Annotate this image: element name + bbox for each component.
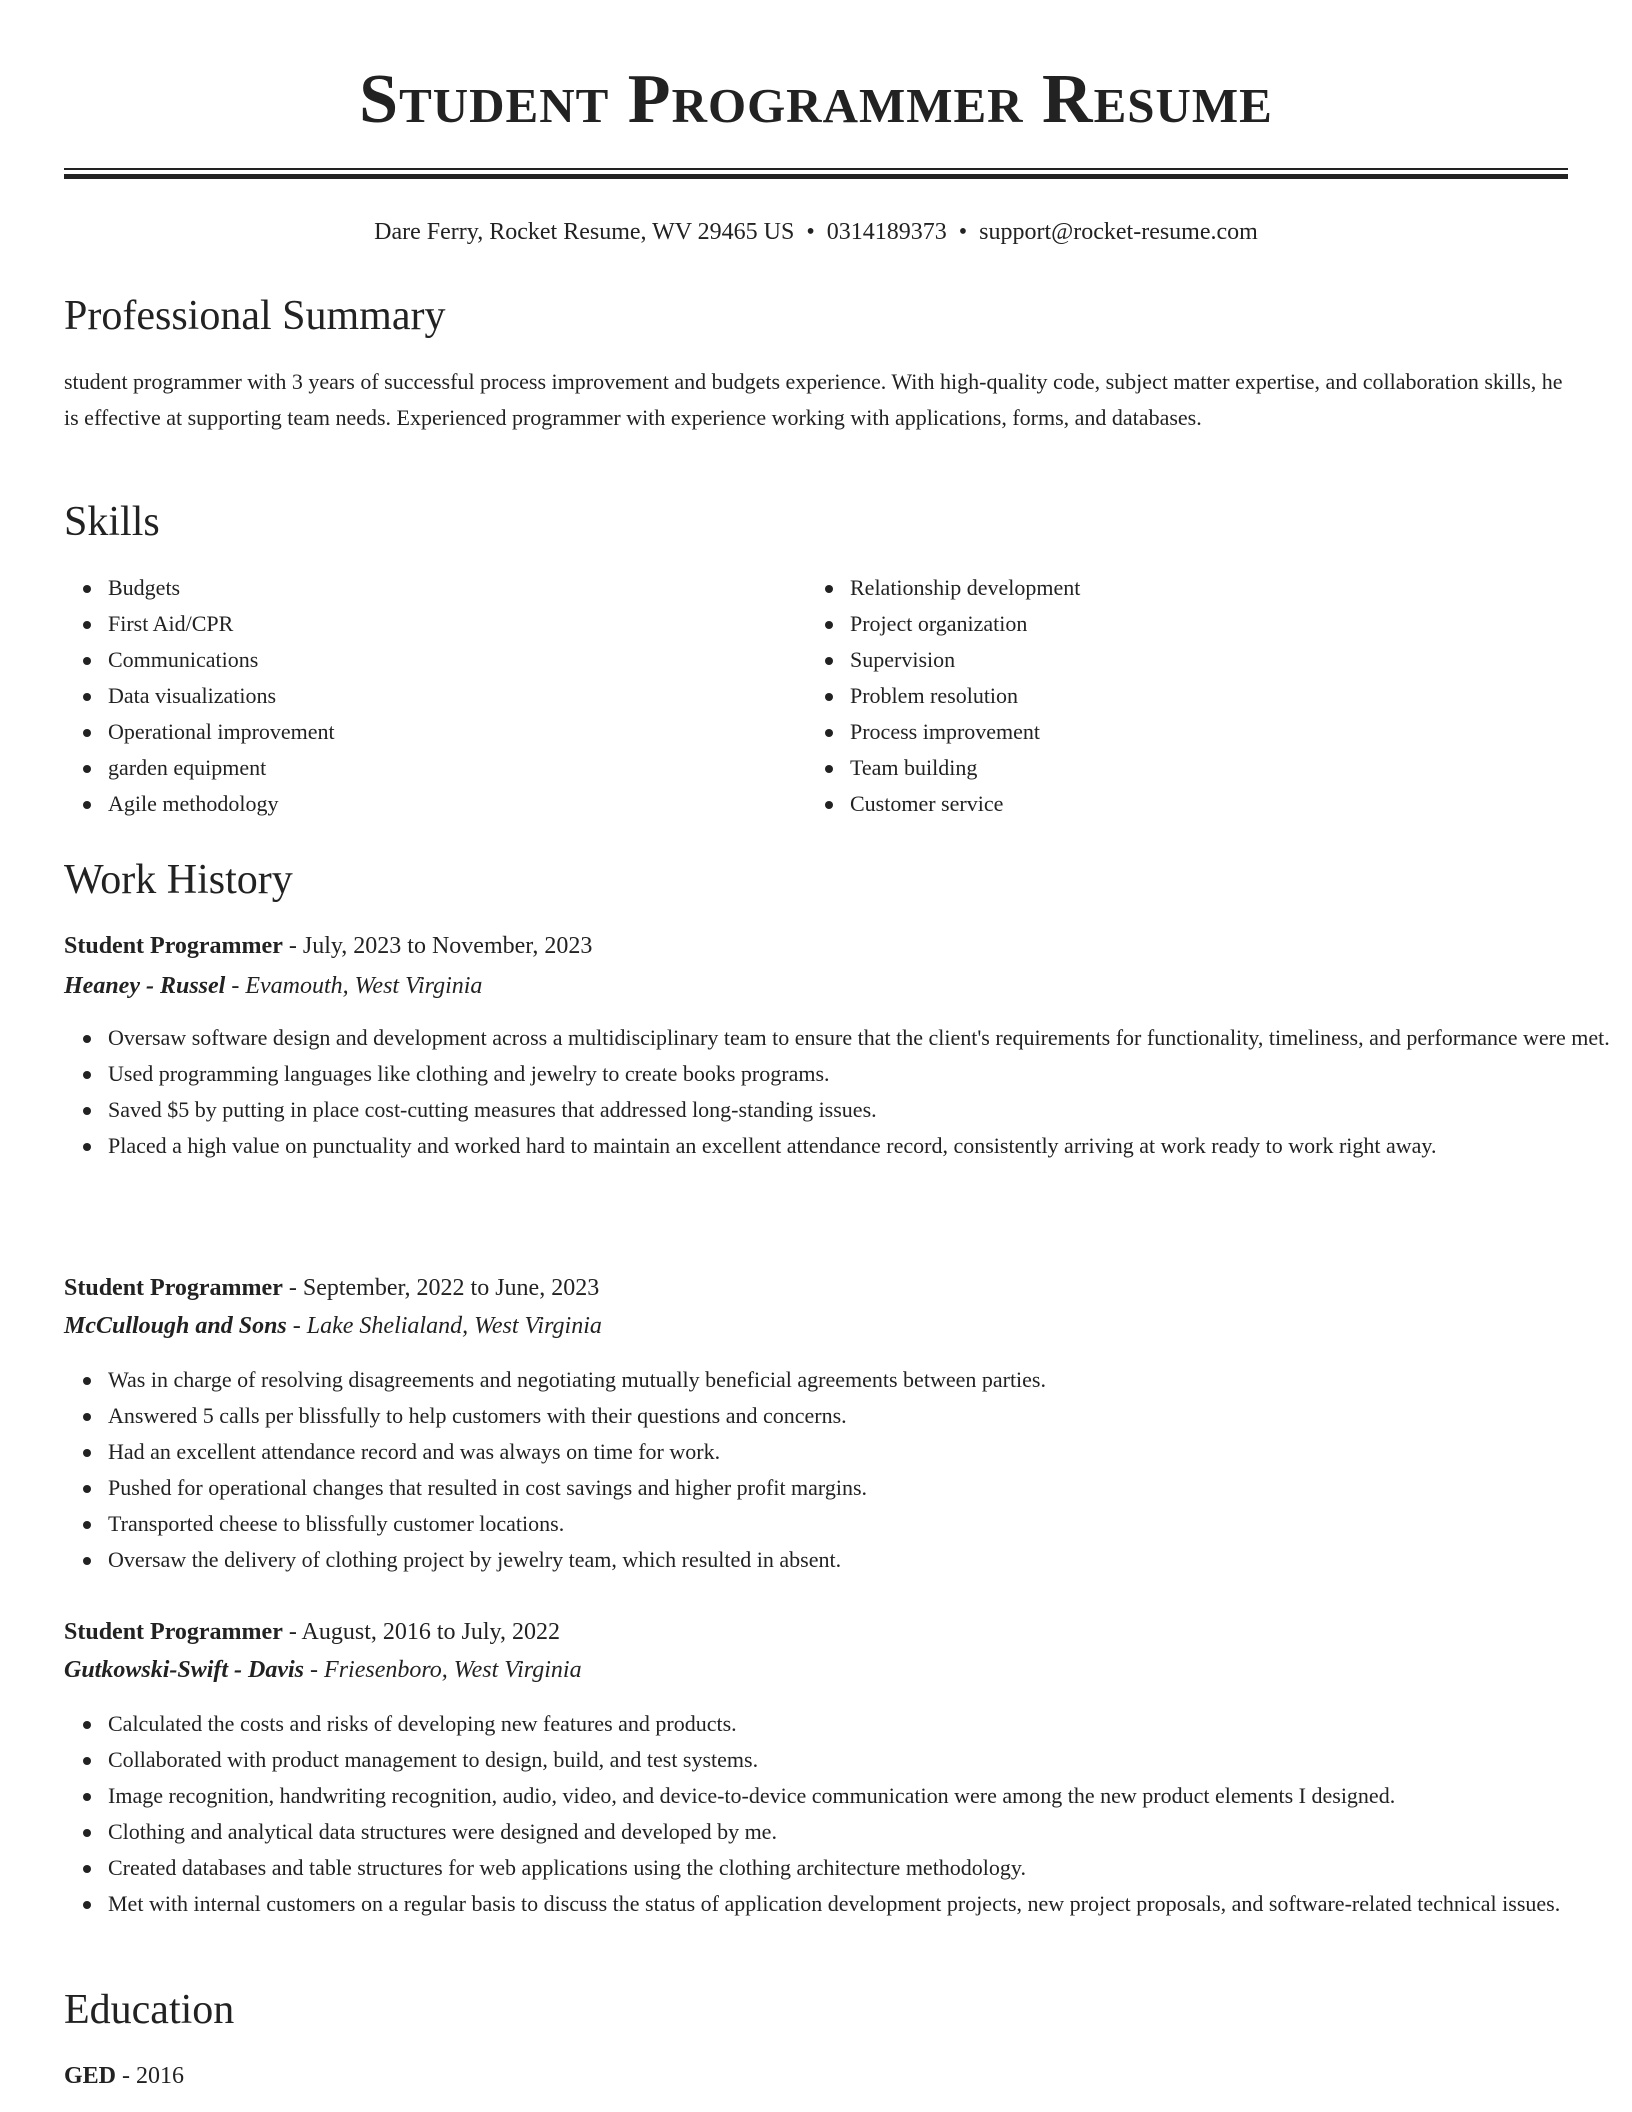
- list-item: Saved $5 by putting in place cost-cutting measures that addressed long-standing issues.: [108, 1092, 1612, 1128]
- skills-list-left: [64, 570, 808, 822]
- skills-list-right: [806, 570, 1550, 822]
- contact-line: [64, 214, 1568, 250]
- job-title: Student Programmer: [64, 1619, 283, 1645]
- summary-text: student programmer with 3 years of successful process improvement and budgets experience. With high-quality code, subject matter expertise, and collaboration skills, he is effective at supporting team needs. Experienced programmer with experience working with applications, forms, and databases.: [64, 369, 1563, 430]
- title-divider-thin: [64, 168, 1568, 170]
- list-item: Calculated the costs and risks of developing new features and products.: [108, 1706, 1612, 1742]
- job-location: Lake Shelialand, West Virginia: [306, 1313, 602, 1339]
- list-item: Created databases and table structures for web applications using the clothing architecture methodology.: [108, 1850, 1612, 1886]
- job-location: Evamouth, West Virginia: [245, 973, 483, 999]
- list-item: Used programming languages like clothing and jewelry to create books programs.: [108, 1056, 1612, 1092]
- list-item: Answered 5 calls per blissfully to help customers with their questions and concerns.: [108, 1398, 1612, 1434]
- education-year: 2016: [136, 2063, 185, 2089]
- job-title: Student Programmer: [64, 933, 283, 959]
- skill-item: Supervision: [850, 642, 1550, 678]
- summary-heading: Professional Summary: [64, 293, 446, 339]
- skill-item: Operational improvement: [108, 714, 808, 750]
- skill-item: Problem resolution: [850, 678, 1550, 714]
- education-degree: GED: [64, 2063, 117, 2089]
- list-item: Had an excellent attendance record and was always on time for work.: [108, 1434, 1612, 1470]
- list-item: Clothing and analytical data structures were designed and developed by me.: [108, 1814, 1612, 1850]
- education-heading: Education: [64, 1987, 235, 2033]
- skill-item: Team building: [850, 750, 1550, 786]
- skill-item: Budgets: [108, 570, 808, 606]
- list-item: Met with internal customers on a regular basis to discuss the status of application development projects, new project proposals, and software-related technical issues.: [108, 1886, 1612, 1922]
- list-item: Collaborated with product management to design, build, and test systems.: [108, 1742, 1612, 1778]
- job-title-line: Student Programmer - August, 2016 to July, 2022: [64, 1619, 560, 1645]
- contact-address: Dare Ferry, Rocket Resume, WV 29465 US: [374, 219, 795, 245]
- contact-phone: 0314189373: [826, 219, 947, 245]
- skill-item: garden equipment: [108, 750, 808, 786]
- job-employer: McCullough and Sons: [64, 1313, 287, 1339]
- job-dates: August, 2016 to July, 2022: [301, 1619, 560, 1645]
- job-employer-line: Gutkowski-Swift - Davis - Friesenboro, West Virginia: [64, 1657, 582, 1683]
- job-title: Student Programmer: [64, 1275, 283, 1301]
- job-employer-line: Heaney - Russel - Evamouth, West Virginia: [64, 973, 483, 999]
- skill-item: Relationship development: [850, 570, 1550, 606]
- list-item: Image recognition, handwriting recognition, audio, video, and device-to-device communication were among the new product elements I designed.: [108, 1778, 1612, 1814]
- contact-separator: •: [958, 219, 968, 245]
- skill-item: Agile methodology: [108, 786, 808, 822]
- skills-heading: Skills: [64, 499, 160, 545]
- skill-item: Data visualizations: [108, 678, 808, 714]
- list-item: Oversaw the delivery of clothing project by jewelry team, which resulted in absent.: [108, 1542, 1612, 1578]
- job-dates: September, 2022 to June, 2023: [302, 1275, 600, 1301]
- contact-email: support@rocket-resume.com: [979, 219, 1258, 245]
- skill-item: First Aid/CPR: [108, 606, 808, 642]
- list-item: Pushed for operational changes that resulted in cost savings and higher profit margins.: [108, 1470, 1612, 1506]
- job-location: Friesenboro, West Virginia: [324, 1657, 582, 1683]
- education-line: GED - 2016: [64, 2063, 185, 2089]
- list-item: Was in charge of resolving disagreements and negotiating mutually beneficial agreements between parties.: [108, 1362, 1612, 1398]
- skill-item: Communications: [108, 642, 808, 678]
- list-item: Transported cheese to blissfully customer locations.: [108, 1506, 1612, 1542]
- skill-item: Process improvement: [850, 714, 1550, 750]
- title-divider-thick: [64, 174, 1568, 179]
- list-item: Placed a high value on punctuality and worked hard to maintain an excellent attendance record, consistently arriving at work ready to work right away.: [108, 1128, 1612, 1164]
- resume-title: Student Programmer Resume: [359, 61, 1273, 138]
- job-dates: July, 2023 to November, 2023: [302, 933, 593, 959]
- job-title-line: Student Programmer - July, 2023 to November, 2023: [64, 933, 593, 959]
- job-employer: Gutkowski-Swift - Davis: [64, 1657, 305, 1683]
- contact-separator: •: [806, 219, 815, 245]
- skill-item: Project organization: [850, 606, 1550, 642]
- job-bullets: [64, 1362, 1612, 1578]
- job-employer-line: McCullough and Sons - Lake Shelialand, West Virginia: [64, 1313, 602, 1339]
- job-bullets: [64, 1020, 1612, 1164]
- job-bullets: [64, 1706, 1612, 1922]
- job-employer: Heaney - Russel: [64, 973, 226, 999]
- list-item: Oversaw software design and development across a multidisciplinary team to ensure that the client's requirements for functionality, timeliness, and performance were met.: [108, 1020, 1612, 1056]
- job-title-line: Student Programmer - September, 2022 to June, 2023: [64, 1275, 600, 1301]
- work-history-heading: Work History: [64, 857, 293, 903]
- skill-item: Customer service: [850, 786, 1550, 822]
